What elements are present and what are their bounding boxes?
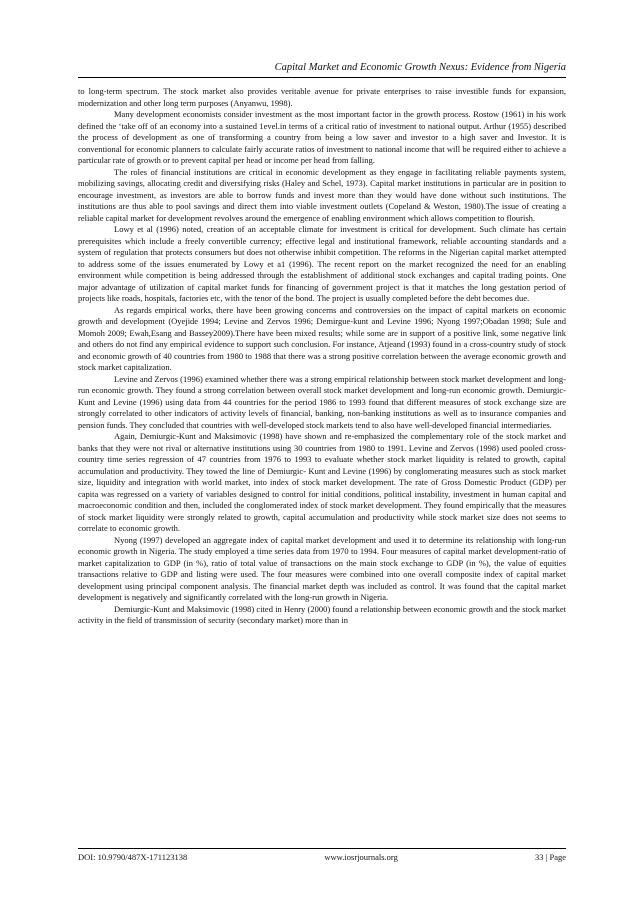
paragraph: Again, Demiurgic-Kunt and Maksimovic (1998) have shown and re-emphasized the complementary role of the stock market and banks that they were not rival or alternative institutions using 30 countries from 1980 to 1991. Levine and Zervos (1998) used pooled cross-country time series regression of 47 countries from 1976 to 1993 to evaluate whether stock market liquidity is related to growth, capital accumulation and productivity. They towed the line of Demiurgic- Kunt and Levine (1996) by conglomerating measures such as stock market size, liquidity and integration with world market, into index of stock market development. The rate of Gross Domestic Product (GDP) per capita was regressed on a variety of variables designed to control for initial conditions, political instability, investment in human capital and macroeconomic condition and then, included the conglomerated index of stock market development. They found empirically that the measures of stock market liquidity were strongly related to growth, capital accumulation and productivity while stock market size does not seems to correlate to economic growth. [78,431,566,533]
journal-website: www.iosrjournals.org [324,852,398,862]
paragraph: The roles of financial institutions are critical in economic development as they engage in facilitating reliable payments system, mobilizing savings, allocating credit and diversifying risks (Haley and Schel, 1973). Capital market institutions in particular are in position to encourage investment, as investors are able to borrow funds and invest more than they would have done without such institutions. The institutions are thus able to pool savings and direct them into viable investment outlets (Copeland & Weston, 1980).The issue of creating a reliable capital market for development revolves around the emergence of enabling environment which allows competition to flourish. [78,166,566,223]
paragraph: As regards empirical works, there have been growing concerns and controversies on the impact of capital markets on economic growth and development (Oyejide 1994; Levine and Zervos 1996; Demirgue-kunt and Levine 1996; Nyong 1997;Obadan 1998; Sule and Momoh 2009; Ewah,Esang and Bassey2009).There have been mixed results; while some are in support of a positive link, some negative link and others do not find any empirical evidence to support such conclusion. For instance, Atjeand (1993) found in a cross-country study of stock and economic growth of 40 countries from 1980 to 1988 that there was a strong positive correlation between the average economic growth and stock market capitalization. [78,304,566,372]
paragraph: to long-term spectrum. The stock market also provides veritable avenue for private enterprises to raise investible funds for expansion, modernization and other long term purposes (Anyanwu, 1998). [78,86,566,108]
page-number: 33 | Page [535,852,566,862]
paragraph: Lowy et al (1996) noted, creation of an acceptable climate for investment is critical for development. Such climate has certain prerequisites which include a freely convertible currency; effective legal and institutional framework, reliable accounting standards and a system of regulation that protects consumers but does not otherwise inhibit competition. The reforms in the Nigerian capital market attempted to address some of the issues enumerated by Lowy et a1 (1996). The recent report on the market recognized the need for an enabling environment while competition is being addressed through the establishment of additional stock exchanges and capital trading points. One major advantage of utilization of capital market funds for financing of government project is that it matches the long gestation period of projects like roads, hospitals, factories etc, with the tenor of the bond. The project is usually completed before the debt becomes due. [78,224,566,303]
paragraph: Levine and Zervos (1996) examined whether there was a strong empirical relationship between stock market development and long-run economic growth. They found a strong correlation between overall stock market development and long-run economic growth. Demiurgic-Kunt and Levine (1996) using data from 44 countries for the period 1986 to 1993 found that different measures of stock exchange size are strongly correlated to other indicators of activity levels of financial, banking, non-banking institutions as well as to insurance companies and pension funds. They concluded that countries with well-developed stock markets tend to also have well-developed financial intermediaries. [78,373,566,430]
paragraph: Nyong (1997) developed an aggregate index of capital market development and used it to determine its relationship with long-run economic growth in Nigeria. The study employed a time series data from 1970 to 1994. Four measures of capital market development-ratio of market capitalization to GDP (in %), ratio of total value of transactions on the main stock exchange to GDP (in %), the value of equities transactions relative to GDP and listing were used. The four measures were combined into one overall composite index of capital market development using principal component analysis. The financial market depth was included as control. It was found that the capital market development is negatively and significantly correlated with the long-run growth in Nigeria. [78,534,566,602]
page-footer [78,848,566,863]
paragraph: Many development economists consider investment as the most important factor in the growth process. Rostow (1961) in his work defined the ‘take off of an economy into a sustained 1evel.in terms of a critical ratio of investment to national output. Arthur (1955) described the process of development as one of transforming a country from being a low saver and investor to a high saver and Investor. It is conventional for economic planners to calculate fairly accurate ratios of investment to national income that will be required either to achieve a particular rate of growth or to prevent capital per head or income per head from falling. [78,109,566,165]
paragraph: Demiurgic-Kunt and Maksimovic (1998) cited in Henry (2000) found a relationship between economic growth and the stock market activity in the field of transmission of security (secondary market) more than in [78,603,566,625]
running-title: Capital Market and Economic Growth Nexus: Evidence from Nigeria [274,62,566,73]
running-header [78,62,566,78]
doi-text: DOI: 10.9790/487X-171123138 [78,852,188,862]
article-body [78,86,566,824]
